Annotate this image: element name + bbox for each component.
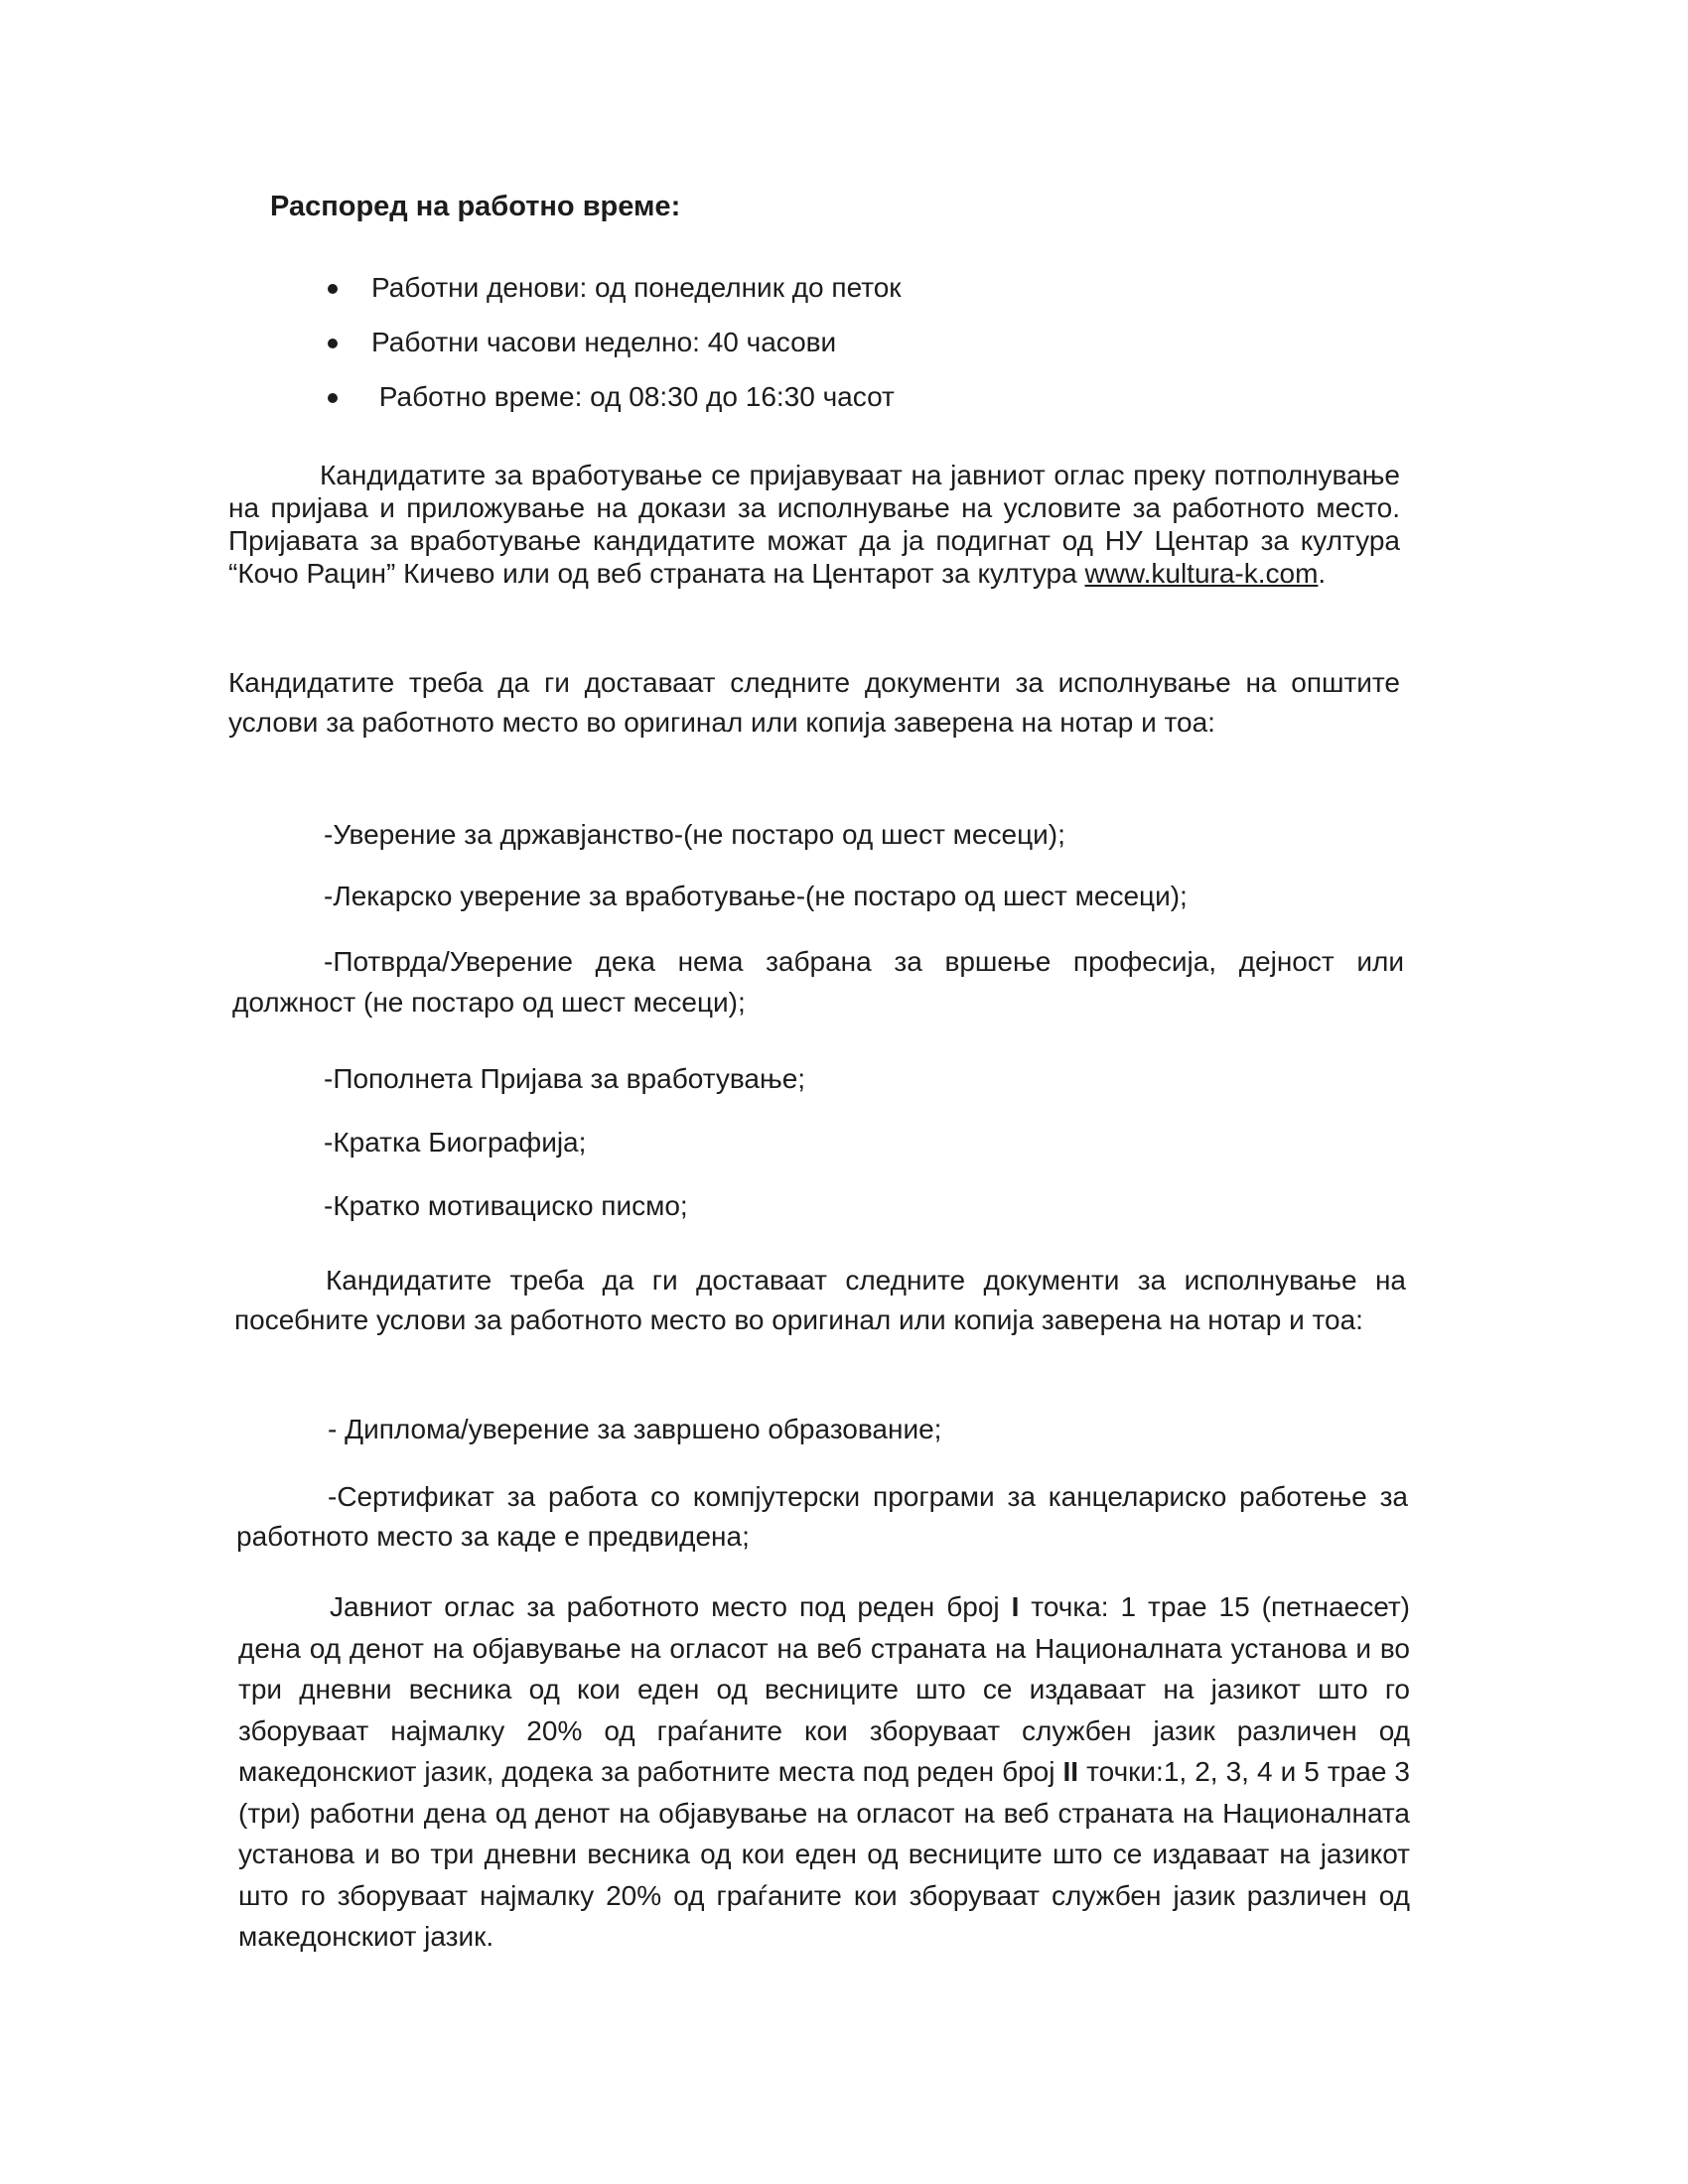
- schedule-item-workdays: [324, 270, 902, 325]
- general-doc-item: -Уверение за државјанство-(не постаро од шест месеци);: [324, 819, 1065, 850]
- general-doc-item: -Лекарско уверение за вработување-(не постаро од шест месеци);: [324, 881, 1188, 911]
- general-doc-item: -Пополнета Пријава за вработување;: [324, 1063, 806, 1094]
- schedule-list: [324, 270, 902, 434]
- application-text-end: .: [1318, 558, 1327, 589]
- application-text: Кандидатите за вработување се пријавуваат на јавниот оглас преку потполнување на пријава и приложување на докази за исполнување на условите за работното место. Пријавата за вработување кандидатите можат да ја подигнат од НУ Центар за култура “Кочо Рацин” Кичево или од веб страната на Центарот за култура: [228, 460, 1400, 589]
- section-heading: Распоред на работно време:: [270, 191, 681, 222]
- special-doc-item: - Диплома/уверение за завршено образование;: [328, 1414, 942, 1444]
- schedule-item-text: Работни часови неделно: 40 часови: [371, 327, 837, 357]
- general-doc-item: -Кратка Биографија;: [324, 1127, 587, 1158]
- general-doc-item: -Потврда/Уверение дека нема забрана за вршење професија, дејност или должност (не постаро од шест месеци);: [232, 946, 1404, 1018]
- bullet-icon: [328, 284, 338, 294]
- general-docs-paragraph: Кандидатите треба да ги доставаат следните документи за исполнување на општите услови за работното место во оригинал или копија заверена на нотар и тоа:: [228, 667, 1400, 738]
- schedule-item-text: Работни денови: од понеделник до петок: [371, 272, 902, 303]
- special-docs-paragraph: Кандидатите треба да ги доставаат следните документи за исполнување на посебните услови за работното место во оригинал или копија заверена на нотар и тоа:: [234, 1265, 1406, 1335]
- special-doc-item: -Сертификат за работа со компјутерски програми за канцелариско работење за работното место за каде е предвидена;: [236, 1481, 1408, 1552]
- application-paragraph: [228, 459, 1400, 590]
- bullet-icon: [328, 339, 338, 348]
- general-doc-item: -Кратко мотивациско писмо;: [324, 1190, 688, 1221]
- bullet-icon: [328, 393, 338, 403]
- duration-text: точки:1, 2, 3, 4 и 5 трае 3 (три) работни дена од денот на објавување на огласот на веб страната на Националната установа и во три дневни весника од кои еден од весниците што се издаваат на јазикот што го зборуваат најмалку 20% од граѓаните кои зборуваат службен јазик различен од македонскиот јазик.: [238, 1756, 1410, 1952]
- schedule-item-weekly-hours: [324, 325, 902, 379]
- duration-text: Јавниот оглас за работното место под реден број: [330, 1591, 1012, 1622]
- website-link[interactable]: www.kultura-k.com: [1084, 558, 1319, 589]
- schedule-item-working-time: [324, 379, 902, 434]
- duration-text: точка: 1 трае 15 (петнаесет) дена од денот на објавување на огласот на веб страната на Националната установа и во три дневни весника од кои еден од весниците што се издаваат на јазикот што го зборуваат најмалку 20% од граѓаните кои зборуваат службен јазик различен од македонскиот јазик, додека за работните места под реден број: [238, 1591, 1411, 1787]
- roman-numeral-two: II: [1062, 1756, 1079, 1787]
- duration-paragraph: [238, 1586, 1410, 1958]
- roman-numeral-one: I: [1011, 1591, 1020, 1622]
- schedule-item-text: Работно време: од 08:30 до 16:30 часот: [371, 381, 895, 412]
